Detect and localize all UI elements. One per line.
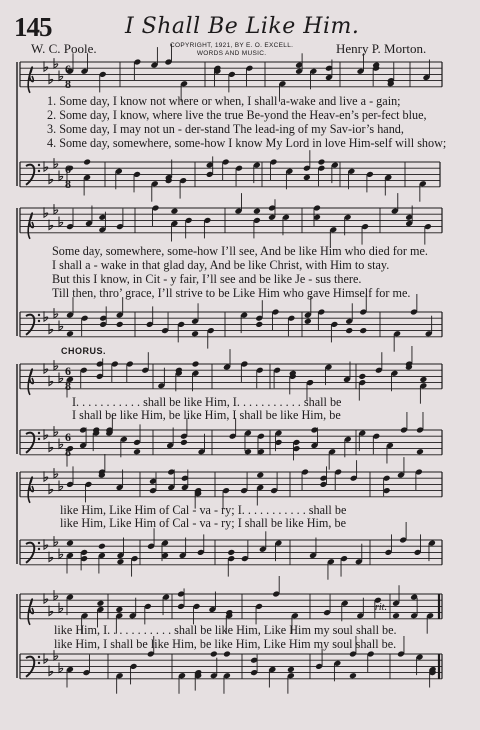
note-head <box>227 549 235 556</box>
note-head <box>116 321 124 328</box>
flat-sign <box>44 429 48 439</box>
flat-sign <box>59 171 63 181</box>
verse-line: 1. Some day, I know not where or when, I shall a-wake and live a - gain; <box>47 94 401 108</box>
bass-clef-dot <box>38 432 40 434</box>
flat-sign <box>59 217 63 227</box>
flat-sign <box>59 549 63 559</box>
flat-sign <box>49 74 53 84</box>
time-signature: 8 <box>65 76 71 91</box>
flat-sign <box>54 308 58 318</box>
verse-line: I shall a - wake in that glad day, And be like Christ, with Him to stay. <box>52 258 390 272</box>
bass-clef-dot <box>38 170 40 172</box>
flat-sign <box>49 666 53 676</box>
copyright-line: COPYRIGHT, 1921, BY E. O. EXCELL. <box>170 42 294 49</box>
composer-credit: W. C. Poole. <box>31 41 97 56</box>
note-head <box>358 373 366 380</box>
flat-sign <box>44 161 48 171</box>
time-signature: 8 <box>65 444 71 459</box>
time-signature: 8 <box>65 176 71 191</box>
note-head <box>317 159 325 166</box>
flat-sign <box>59 439 63 449</box>
note-head <box>66 330 74 337</box>
note-head <box>66 540 74 547</box>
flat-sign <box>49 376 53 386</box>
verse-line: Till then, thro’ grace, I’ll strive to be Like Him who gave Himself for me. <box>52 286 411 300</box>
time-signature: 6 <box>65 364 71 378</box>
note-head <box>117 558 125 565</box>
flat-sign <box>44 61 48 71</box>
note-head <box>287 666 295 673</box>
flat-sign <box>49 442 53 452</box>
verse-line: 4. Some day, somewhere, some-how I know My Lord in love Him-self will show; <box>47 136 447 150</box>
note-head <box>98 543 106 550</box>
time-signature: 8 <box>65 378 71 393</box>
verse-line: But this I know, in Cit - y fair, I’ll see and be like Je - sus there. <box>52 272 362 286</box>
verse-line: Some day, somewhere, some-how I’ll see, And be like Him who died for me. <box>52 244 428 258</box>
flat-sign <box>54 158 58 168</box>
chorus-line: like Him, Like Him of Cal - va - ry; I. . . . . . . . . . . shall be <box>60 503 347 517</box>
flat-sign <box>44 539 48 549</box>
treble-clef <box>28 67 33 93</box>
bass-clef-dot <box>38 320 40 322</box>
flat-sign <box>59 71 63 81</box>
note-head <box>419 376 427 383</box>
flat-sign <box>59 663 63 673</box>
note-head <box>255 321 263 328</box>
verse-line: 3. Some day, I may not un - der-stand The lead-ing of my Sav-ior’s hand, <box>47 122 404 136</box>
note-head <box>83 159 91 166</box>
chorus-line: like Him, Like Him of Cal - va - ry; I shall be like Him, be <box>60 516 347 530</box>
note-head <box>304 318 312 325</box>
time-signature: 6 <box>65 62 71 76</box>
flat-sign <box>59 481 63 491</box>
flat-sign <box>44 593 48 603</box>
time-signature: 6 <box>65 430 71 444</box>
tempo-marking: rit. <box>375 602 387 613</box>
flat-sign <box>44 363 48 373</box>
note-head <box>171 208 179 215</box>
note-head <box>345 327 353 334</box>
note-head <box>349 672 357 679</box>
note-head <box>133 448 141 455</box>
note-head <box>359 327 367 334</box>
bass-clef-dot <box>38 662 40 664</box>
treble-clef <box>28 599 33 625</box>
flat-sign <box>44 471 48 481</box>
note-head <box>180 439 188 446</box>
bass-clef-dot <box>38 548 40 550</box>
note-head <box>416 448 424 455</box>
flat-sign <box>49 484 53 494</box>
bass-clef-dot <box>38 314 40 316</box>
bass-clef-dot <box>38 438 40 440</box>
treble-clef <box>28 477 33 503</box>
treble-clef <box>28 369 33 395</box>
flat-sign <box>54 536 58 546</box>
flat-sign <box>54 58 58 68</box>
bass-clef-dot <box>38 656 40 658</box>
flat-sign <box>59 603 63 613</box>
chorus-label: CHORUS. <box>61 346 107 356</box>
note-head <box>192 361 200 368</box>
lyricist-credit: Henry P. Morton. <box>336 41 427 56</box>
hymn-title: I Shall Be Like Him. <box>125 14 360 39</box>
flat-sign <box>54 204 58 214</box>
flat-sign <box>59 321 63 331</box>
verse-line: 2. Some day, I know, where live the true Be-yond the Heav-en’s per-fect blue, <box>47 108 427 122</box>
copyright-line: WORDS AND MUSIC. <box>196 49 267 57</box>
flat-sign <box>49 174 53 184</box>
flat-sign <box>49 552 53 562</box>
flat-sign <box>49 606 53 616</box>
time-signature: 6 <box>65 162 71 176</box>
chorus-line: I. . . . . . . . . . . shall be like Him, I. . . . . . . . . . . shall be <box>72 395 342 409</box>
treble-clef <box>28 213 33 239</box>
flat-sign <box>44 653 48 663</box>
note-head <box>191 330 199 337</box>
chorus-line: like Him, I. . . . . . . . . . . shall be like Him, Like Him my soul shall be. <box>54 623 397 637</box>
hymn-number: 145 <box>14 12 52 42</box>
note-head <box>115 606 123 613</box>
note-head <box>256 472 264 479</box>
flat-sign <box>44 311 48 321</box>
note-head <box>97 600 105 607</box>
flat-sign <box>49 324 53 334</box>
flat-sign <box>54 426 58 436</box>
flat-sign <box>54 360 58 370</box>
flat-sign <box>54 468 58 478</box>
note-head <box>392 612 400 619</box>
note-head <box>303 174 311 181</box>
flat-sign <box>49 220 53 230</box>
chorus-line: like Him, I shall be like Him, be like Him, Like Him my soul shall be. <box>54 637 397 651</box>
flat-sign <box>59 373 63 383</box>
bass-clef-dot <box>38 164 40 166</box>
flat-sign <box>44 207 48 217</box>
bass-clef-dot <box>38 542 40 544</box>
chorus-line: I shall be like Him, be like Him, I shall be like Him, be <box>72 408 341 422</box>
flat-sign <box>54 590 58 600</box>
note-head <box>253 208 261 215</box>
